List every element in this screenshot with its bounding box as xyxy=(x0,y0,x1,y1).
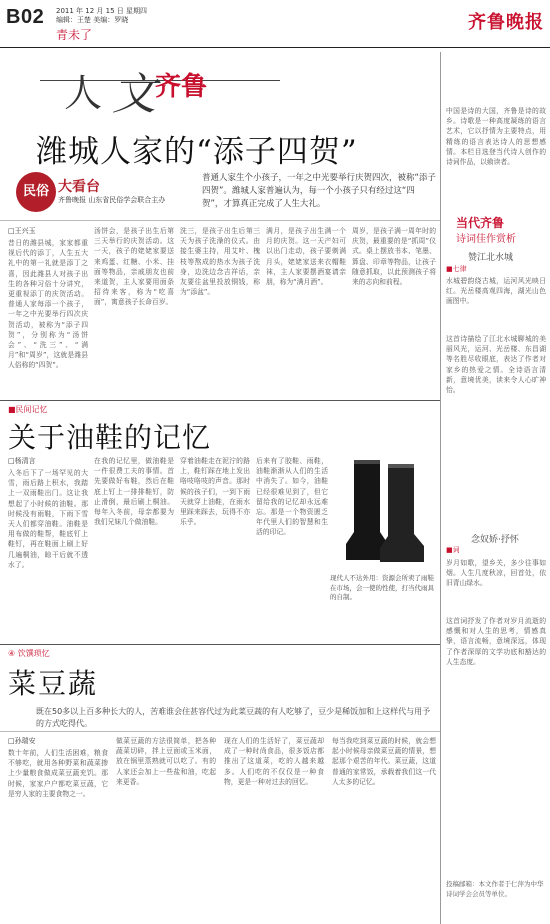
page-header xyxy=(0,0,550,52)
story1-headline: 潍城人家的“添子四贺” xyxy=(36,134,358,170)
date-line: 2011 年 12 月 15 日 星期四 xyxy=(56,7,147,15)
header-meta xyxy=(56,7,147,25)
sidebar-intro: 中国是诗的大国，齐鲁是诗的故乡。诗歌是一种高度凝练的语言艺术，它以抒情为主要特点，用精练的语言表达诗人的思想感情。本栏目选登当代诗人创作的诗词作品，以飨读者。 xyxy=(446,107,546,167)
boots-photo xyxy=(340,452,436,570)
story2-headline: 关于油鞋的记忆 xyxy=(8,421,212,454)
story2-col3: 穿着油鞋走在泥泞的路上，鞋钉踩在地上发出咯吱咯吱的声音。那时候的孩子们，一到下雨天就穿上油鞋，在雨水里踩来踩去，玩得不亦乐乎。 xyxy=(180,457,250,527)
story3-col2: 做菜豆蔬的方法很简单，把各种蔬菜切碎，拌上豆面或玉米面，放在锅里蒸熟就可以吃了。有的人家还会加上一些盐和油，吃起来更香。 xyxy=(116,737,216,786)
sidebar-section-subtitle: 诗词佳作赏析 xyxy=(456,234,516,245)
section3-label: ④ 饮馔琐忆 xyxy=(8,649,50,658)
folk-badge-subtitle: 齐鲁晚报 山东省民俗学会联合主办 xyxy=(58,196,166,204)
sidebar-poem2-title: 念奴娇·抒怀 xyxy=(471,535,519,545)
editor-line: 编辑：王楚 美编：罗晓 xyxy=(56,16,129,24)
story1-col4: 满月，是孩子出生满一个月的庆贺。这一天产妇可以出门走动，孩子要剃满月头，姥姥家送来衣帽鞋袜，主人家要摆酒宴请亲朋，称为“满月酒”。 xyxy=(266,227,346,287)
story1-col2: 汤饼会，是孩子出生后第三天举行的庆贺活动。这一天，孩子的姥姥家要送来鸡蛋、红糖、小米、挂面等物品，亲戚朋友也前来道贺，主人家要用面条招待来客，称为“吃喜面”，寓意孩子长命百岁。 xyxy=(94,227,174,307)
header-divider xyxy=(0,47,550,48)
paper-logo: 齐鲁晚报 xyxy=(468,12,544,33)
sidebar-poem1-category: ■七律 xyxy=(446,265,467,273)
sidebar-divider xyxy=(440,52,441,924)
section2-label: ■民间记忆 xyxy=(8,405,48,414)
photo-caption: 现代人不达外用：资源会所卖了雨鞋在市场，会一使的性使，打当代雨具的自制。 xyxy=(330,574,434,601)
story3-byline: □孙瑞安 xyxy=(8,737,36,745)
section3-divider xyxy=(0,644,440,645)
sidebar-commentary2: 这首词抒发了作者对岁月流逝的感慨和对人生的思考，情感真挚，语言流畅，意境深远，体现了作者深厚的文学功底和豁达的人生态度。 xyxy=(446,617,546,666)
sidebar-commentary1: 这首诗描绘了江北水城聊城的美丽风光，运河、光岳楼、东昌湖等名胜尽收眼底，表达了作者对家乡的热爱之情。全诗语言清新，意境优美，读来令人心旷神怡。 xyxy=(446,335,546,395)
banner-char-qilu: 齐鲁 xyxy=(155,72,208,102)
sidebar-footer: 投稿邮箱：本文作者于仁萍为中华诗词学会会员等单位。 xyxy=(446,880,544,898)
story3-col3: 现在人们的生活好了，菜豆蔬却成了一种时尚食品，很多饭店都推出了这道菜，吃的人越来越多。人们吃的不仅仅是一种食物，更是一种对过去的回忆。 xyxy=(224,737,324,786)
sidebar-poem1-title: 赞江北水城 xyxy=(468,253,514,263)
story2-col2: 在我的记忆里，做油鞋是一件很费工夫的事情。首先要做好布鞋，然后在鞋底上钉上一排排鞋钉，防止滑倒，最后刷上桐油。每年入冬前，母亲都要为我们兄妹几个做油鞋。 xyxy=(94,457,174,527)
story3-intro-divider xyxy=(0,731,440,732)
folk-badge-title: 大看台 xyxy=(58,179,100,195)
story1-col1: 昔日的潍县城，家家都重视后代的添丁，人生五大礼中的第一礼就是添丁之喜，因此潍县人对孩子出生的各种习俗十分讲究，更重视添丁的庆贺活动。普通人家每添一个孩子，一年之中光要举行四次庆贺活动，被称为“添子四贺”，分别称为“汤饼会”、“洗三”、“满月”和“周岁”，这就是潍县人俗称的“四贺”。 xyxy=(8,239,88,370)
section2-divider xyxy=(0,400,440,401)
banner-char-ren: 人 xyxy=(64,71,103,115)
story1-intro: 普通人家生个小孩子，一年之中光要举行庆贺四次，被称“添子四贺”。潍城人家普遍认为，每一个小孩子只有经过这“四贺”，才算真正完成了人生大礼。 xyxy=(202,173,436,209)
rain-boots-illustration xyxy=(340,452,436,570)
story2-col1: 入冬后下了一场罕见的大雪，雨后路上积水，我踏上一双雨鞋出门。这让我想起了小时候的油鞋。那时候没有雨鞋，下雨下雪天人们都穿油鞋。油鞋是用布做的鞋帮，鞋底钉上鞋钉，再在鞋面上刷上好几遍桐油，晾干后就不透水了。 xyxy=(8,469,88,569)
story3-intro: 既在50多以上百多种长大的人，苦难谁会住甚容代过为此菜豆蔬的有人吃够了，豆少是稀饭加和上这样代与用予的方式吃得代。 xyxy=(36,707,431,728)
story1-col3: 洗三，是孩子出生后第三天为孩子洗澡的仪式。由接生婆主持，用艾叶、槐枝等熬成的热水为孩子洗身，边洗边念吉祥话，亲友要往盆里投放铜钱，称为“添盆”。 xyxy=(180,227,260,297)
story3-col4: 每当我吃到菜豆蔬的时候，就会想起小时候母亲做菜豆蔬的情景，想起那个艰苦的年代。菜豆蔬，这道普通的家常饭，承载着我们这一代人太多的记忆。 xyxy=(332,737,436,786)
page-number: B02 xyxy=(6,6,45,28)
story3-col1: 数十年前，人们生活困难，粮食不够吃，就用各种野菜和蔬菜掺上少量粮食做成菜豆蔬充饥。那时候，家家户户都吃菜豆蔬，它是穷人家的主要食物之一。 xyxy=(8,749,108,798)
folk-badge-circle: 民俗 xyxy=(16,172,56,212)
intro-divider xyxy=(0,220,440,221)
story3-headline: 菜豆蔬 xyxy=(8,667,99,700)
story2-col4: 后来有了胶鞋、雨鞋，油鞋渐渐从人们的生活中消失了。如今，油鞋已经很难见到了，但它留给我的记忆却永远难忘。那是一个物资匮乏年代里人们的智慧和生活的印记。 xyxy=(256,457,328,537)
sidebar-poem2-category: ■词 xyxy=(446,546,460,554)
sidebar-section-title: 当代齐鲁 xyxy=(456,216,505,230)
banner-char-wen: 文 xyxy=(112,69,156,120)
section-tag: 青未了 xyxy=(56,28,93,42)
sidebar-poem1: 水城碧韵绕古城，运河风光映日红。光岳楼高观四海，湖光山色画图中。 xyxy=(446,277,546,306)
story1-byline: □王兴玉 xyxy=(8,227,36,235)
story2-byline: □杨清言 xyxy=(8,457,36,465)
story1-col5: 周岁，是孩子满一周年时的庆贺，最重要的是“抓周”仪式。桌上摆放书本、笔墨、算盘、印章等物品，让孩子随意抓取，以此预测孩子将来的志向和前程。 xyxy=(352,227,436,287)
sidebar-poem2: 岁月如歌，望乡关，多少往事如烟。人生几度秋凉，回首处，依旧青山绿水。 xyxy=(446,559,546,588)
